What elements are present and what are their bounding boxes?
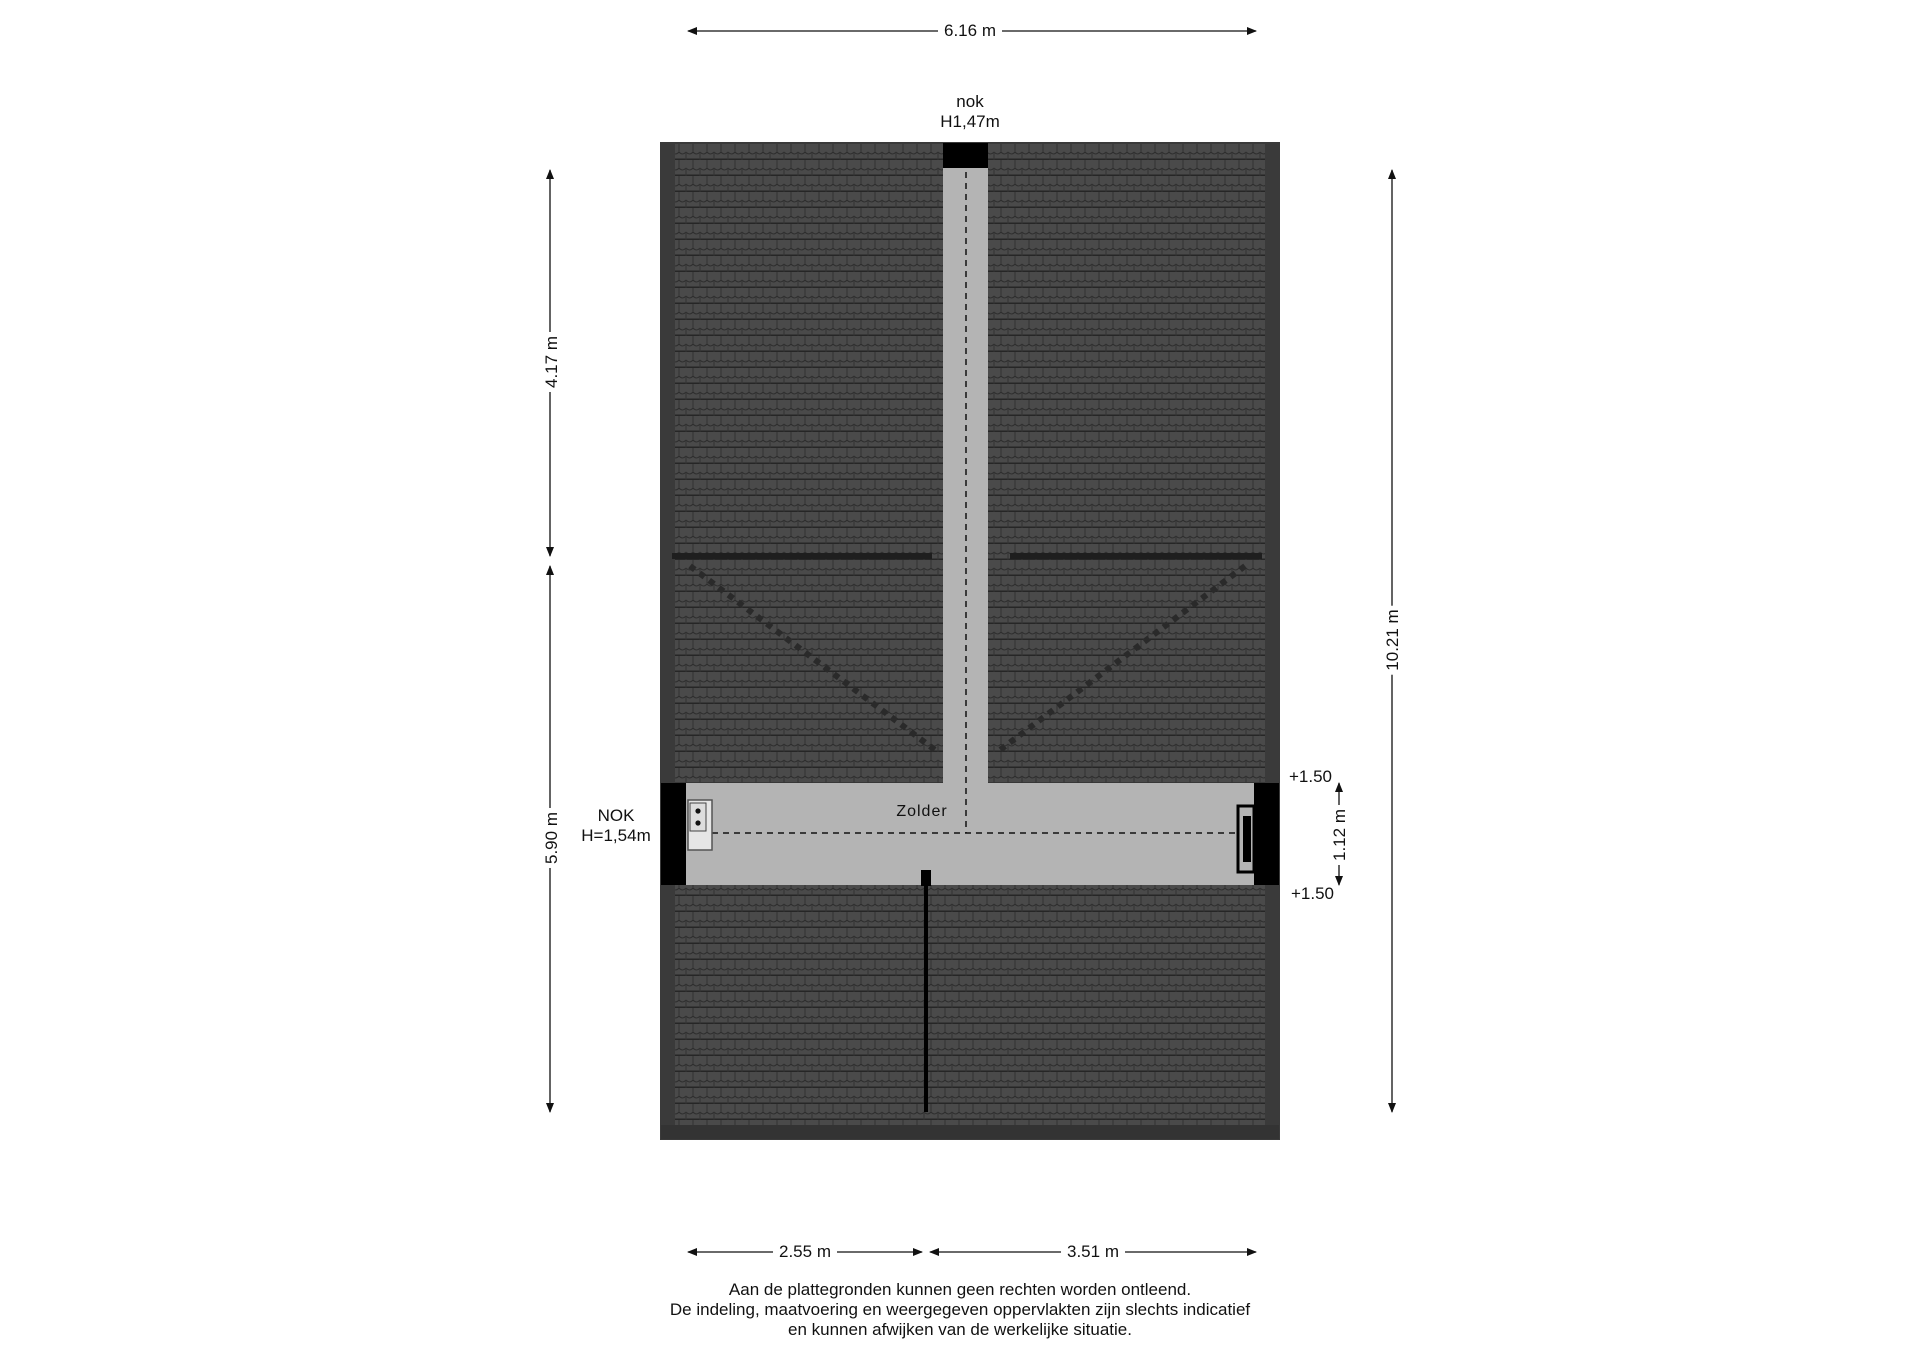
floor-zolder (686, 783, 1254, 885)
ridge-top-height: H1,47m (940, 112, 1000, 131)
level-top-label: +1.50 (1289, 767, 1333, 786)
ridge-top-label: nok (956, 92, 984, 111)
room-label-zolder: Zolder (896, 803, 948, 820)
ridge-left-height: H=1,54m (581, 826, 651, 845)
appliance-knob-bottom (695, 820, 700, 825)
dim-left-upper-height: 4.17 m (542, 332, 562, 392)
gable-wall-right (1254, 783, 1279, 885)
disclaimer (670, 1280, 1250, 1340)
dim-right-total-height: 10.21 m (1383, 605, 1403, 674)
dim-left-lower-height: 5.90 m (542, 808, 562, 868)
dim-bottom-left-width: 2.55 m (773, 1242, 837, 1262)
disclaimer-line-3: en kunnen afwijken van de werkelijke situatie. (788, 1320, 1132, 1339)
partition-post (921, 870, 931, 886)
dim-bottom-right-width: 3.51 m (1061, 1242, 1125, 1262)
roof-edge-bottom (661, 1125, 1279, 1139)
roof-edge-right (1265, 143, 1279, 1139)
gable-wall-left (661, 783, 686, 885)
dim-right-landing-height: 1.12 m (1330, 805, 1350, 865)
ridge-left-label: NOK (597, 806, 635, 825)
level-bottom-label: +1.50 (1291, 884, 1335, 903)
window-right-inner (1243, 816, 1251, 862)
appliance-front (690, 803, 706, 831)
appliance-knob-top (695, 808, 700, 813)
gable-wall-top (943, 143, 988, 168)
dim-top-width: 6.16 m (938, 21, 1002, 41)
roof-edge-left (661, 143, 675, 1139)
disclaimer-line-1: Aan de plattegronden kunnen geen rechten worden ontleend. (728, 1280, 1192, 1299)
disclaimer-line-2: De indeling, maatvoering en weergegeven oppervlakten zijn slechts indicatief (669, 1300, 1251, 1319)
